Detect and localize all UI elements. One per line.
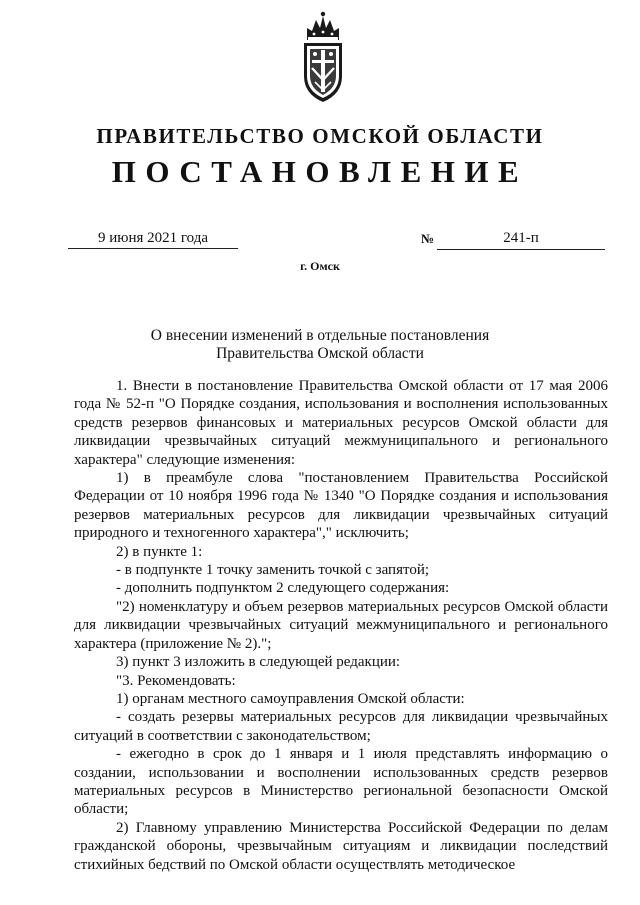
body-paragraph: - в подпункте 1 точку заменить точкой с запятой; — [116, 562, 430, 579]
body-paragraph: 1) органам местного самоуправления Омской области: — [116, 690, 465, 707]
city-label: г. Омск — [300, 259, 340, 273]
body-paragraph: 1) в преамбуле слова "постановлением Правительства Российской Федерации от 10 ноября 1996 года № 1340 "О Порядке создания и использования резервов материальных ресурсов для ликвидации чрезвычайных ситуаций природного и техногенного характера"," исключить; — [74, 470, 608, 542]
number-underline — [437, 249, 605, 250]
document-number: 241-п — [503, 230, 539, 246]
subject-line: Правительства Омской области — [216, 345, 424, 362]
body-paragraph: 2) Главному управлению Министерства Российской Федерации по делам гражданской обороны, чрезвычайным ситуациям и ликвидации последствий стихийных бедствий по Омской области осуществлять методическое — [74, 819, 608, 873]
number-sign: № — [421, 231, 435, 246]
document-date: 9 июня 2021 года — [97, 230, 209, 246]
body-paragraph: - создать резервы материальных ресурсов для ликвидации чрезвычайных ситуаций в соответствии с законодательством; — [74, 709, 608, 744]
document-subject — [60, 327, 580, 363]
body-paragraph: - ежегодно в срок до 1 января и 1 июля представлять информацию о создании, использовании и восполнении использованных средств резервов материальных ресурсов в Министерство региональной безопасности Омской области; — [74, 746, 608, 818]
date-underline — [68, 248, 238, 249]
subject-line: О внесении изменений в отдельные постановления — [150, 327, 490, 344]
body-paragraph: "2) номенклатуру и объем резервов материальных ресурсов Омской области для ликвидации чрезвычайных ситуаций межмуниципального и регионального характера (приложение № 2)."; — [74, 598, 608, 652]
omsk-coat-of-arms-emblem — [298, 10, 348, 104]
date-field — [68, 228, 238, 249]
body-paragraph: 1. Внести в постановление Правительства Омской области от 17 мая 2006 года № 52-п "О Порядке создания, использования и восполнения использованных средств резервов финансовых и материальных ресурсов Омской области для ликвидации чрезвычайных ситуаций межмуниципального и регионального характера" следующие изменения: — [74, 378, 608, 468]
body-paragraph: 2) в пункте 1: — [116, 543, 203, 560]
document-body — [74, 377, 608, 874]
body-paragraph: 3) пункт 3 изложить в следующей редакции: — [116, 654, 401, 671]
government-title: ПРАВИТЕЛЬСТВО ОМСКОЙ ОБЛАСТИ — [96, 124, 544, 148]
body-paragraph: "3. Рекомендовать: — [116, 672, 236, 689]
document-type-title: ПОСТАНОВЛЕНИЕ — [111, 154, 529, 189]
body-paragraph: - дополнить подпунктом 2 следующего содержания: — [116, 580, 450, 597]
